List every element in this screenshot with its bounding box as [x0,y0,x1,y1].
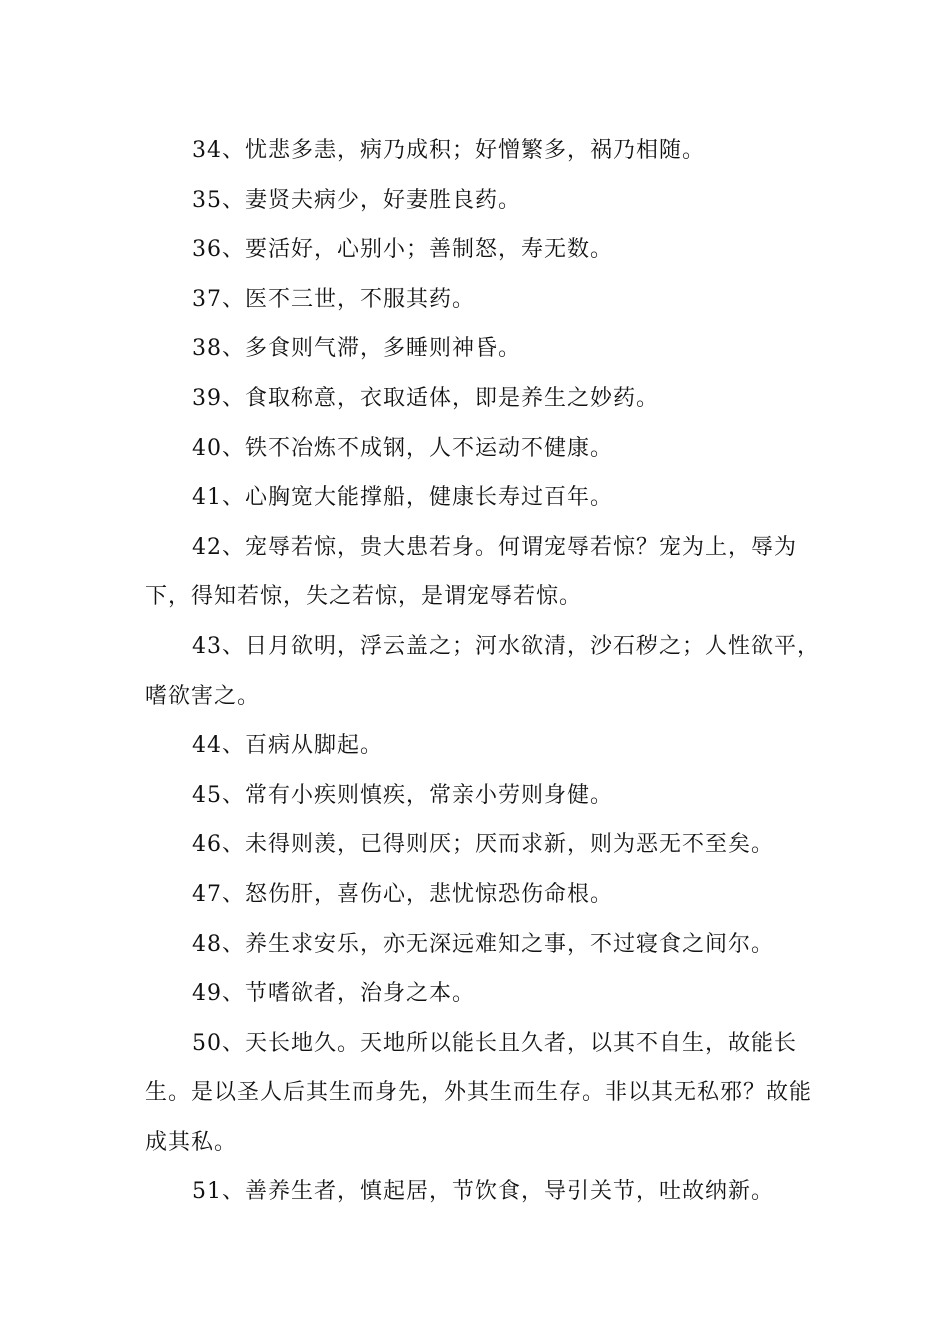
paragraph-35: 35、妻贤夫病少，好妻胜良药。 [192,187,521,213]
paragraph-50: 50、天长地久。天地所以能长且久者，以其不自生，故能长生。是以圣人后其生而身先，外其生而生存。非以其无私邪？故能成其私。 [145,1030,813,1155]
paragraph-45: 45、常有小疾则慎疾，常亲小劳则身健。 [192,782,613,808]
paragraph-36: 36、要活好，心别小；善制怒，寿无数。 [192,237,613,263]
paragraph-48: 48、养生求安乐，亦无深远难知之事，不过寝食之间尔。 [192,931,774,957]
paragraph-49: 49、节嗜欲者，治身之本。 [192,981,475,1007]
paragraph-37: 37、医不三世，不服其药。 [192,286,475,312]
paragraph-38: 38、多食则气滞，多睡则神昏。 [192,336,521,362]
paragraph-44: 44、百病从脚起。 [192,733,383,759]
paragraph-34: 34、忧悲多恚，病乃成积；好憎繁多，祸乃相随。 [192,138,705,163]
paragraph-42: 42、宠辱若惊，贵大患若身。何谓宠辱若惊？宠为上，辱为下，得知若惊，失之若惊，是谓宠辱若惊。 [145,534,797,610]
paragraph-41: 41、心胸宽大能撑船，健康长寿过百年。 [192,485,613,511]
paragraph-47: 47、怒伤肝，喜伤心，悲忧惊恐伤命根。 [192,881,613,907]
paragraph-51: 51、善养生者，慎起居，节饮食，导引关节，吐故纳新。 [192,1179,774,1205]
document-body [145,126,825,1217]
paragraph-43: 43、日月欲明，浮云盖之；河水欲清，沙石秽之；人性欲平，嗜欲害之。 [145,633,820,709]
paragraph-39: 39、食取称意，衣取适体，即是养生之妙药。 [192,385,659,411]
paragraph-40: 40、铁不冶炼不成钢，人不运动不健康。 [192,435,613,461]
paragraph-46: 46、未得则羡，已得则厌；厌而求新，则为恶无不至矣。 [192,832,774,858]
